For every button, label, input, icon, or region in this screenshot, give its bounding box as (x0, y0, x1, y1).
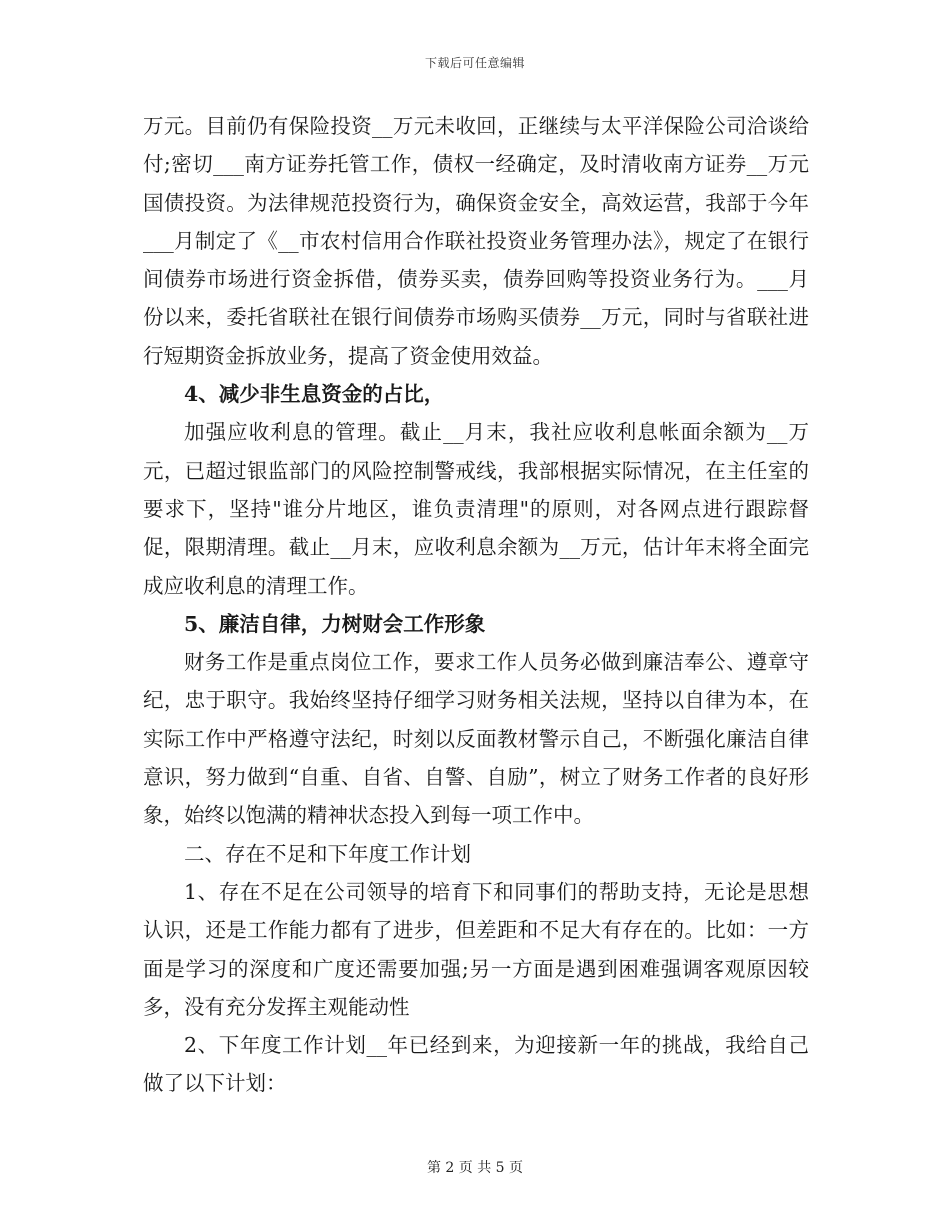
heading-integrity: 5、廉洁自律，力树财会工作形象 (184, 611, 486, 636)
heading-section-two: 二、存在不足和下年度工作计划 (184, 841, 471, 866)
paragraph-integrity: 财务工作是重点岗位工作，要求工作人员务必做到廉洁奉公、遵章守纪，忠于职守。我始终坚持仔细学习财务相关法规，坚持以自律为本，在实际工作中严格遵守法纪，时刻以反面教材警示自己，不断强化廉洁自律意识，努力做到“自重、自省、自警、自励”，树立了财务工作者的良好形象，始终以饱满的精神状态投入到每一项工作中。 (143, 650, 809, 828)
paragraph-interest-management: 加强应收利息的管理。截止__月末，我社应收利息帐面余额为__万元，已超过银监部门的风险控制警戒线，我部根据实际情况，在主任室的要求下，坚持"谁分片地区，谁负责清理"的原则，对各网点进行跟踪督促，限期清理。截止__月末，应收利息余额为__万元，估计年末将全面完成应收利息的清理工作。 (143, 420, 809, 598)
paragraph-shortcomings: 1、存在不足在公司领导的培育下和同事们的帮助支持，无论是思想认识，还是工作能力都有了进步，但差距和不足大有存在的。比如：一方面是学习的深度和广度还需要加强;另一方面是遇到困难强调客观原因较多，没有充分发挥主观能动性 (143, 879, 809, 1019)
paragraph-next-year-plan: 2、下年度工作计划__年已经到来，为迎接新一年的挑战，我给自己做了以下计划： (143, 1033, 809, 1096)
document-body (143, 107, 809, 1103)
paragraph-investment: 万元。目前仍有保险投资__万元未收回，正继续与太平洋保险公司洽谈给付;密切___南方证券托管工作，债权一经确定，及时清收南方证券__万元国债投资。为法律规范投资行为，确保资金安全，高效运营，我部于今年___月制定了《__市农村信用合作联社投资业务管理办法》，规定了在银行间债券市场进行资金拆借，债券买卖，债券回购等投资业务行为。___月份以来，委托省联社在银行间债券市场购买债券__万元，同时与省联社进行短期资金拆放业务，提高了资金使用效益。 (143, 114, 809, 368)
page-header: 下载后可任意编辑 (424, 56, 525, 70)
heading-non-interest-funds: 4、减少非生息资金的占比， (184, 382, 445, 407)
page-number: 第 2 页 共 5 页 (426, 1160, 524, 1176)
